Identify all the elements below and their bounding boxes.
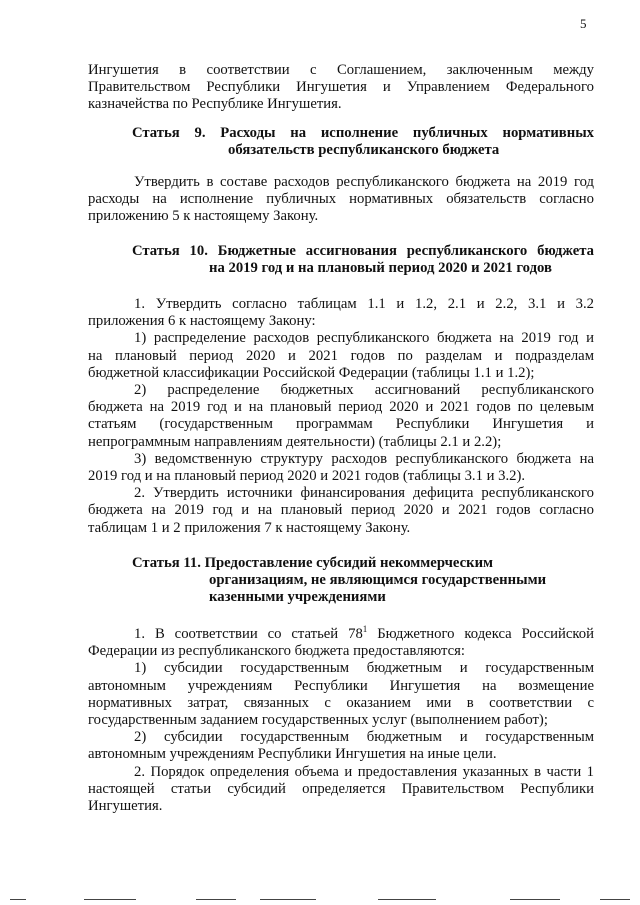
- text-line: приложения 6 к настоящему Закону:: [88, 313, 316, 330]
- text-line: 2019 год и на плановый период 2020 и 2021 годов (таблицы 3.1 и 3.2).: [88, 468, 526, 485]
- heading-line: Статья 10. Бюджетные ассигнования республиканского бюджета: [132, 243, 594, 259]
- scan-artifact: [510, 899, 560, 900]
- heading-line: организациям, не являющимся государственными: [209, 572, 547, 589]
- text-line: непрограммным направлениям деятельности) (таблицы 2.1 и 2.2);: [88, 433, 502, 450]
- text-line: Правительством Республики Ингушетия и Управлением Федерального: [88, 79, 594, 96]
- text-line: 2. Порядок определения объема и предоставления указанных в части 1: [134, 763, 594, 780]
- heading-line: обязательств республиканского бюджета: [228, 142, 500, 159]
- text-line: казначейства по Республике Ингушетия.: [88, 96, 342, 113]
- text-line: таблицам 1 и 2 приложения 7 к настоящему Закону.: [88, 519, 411, 536]
- text-line: расходы на исполнение публичных нормативных обязательств согласно: [88, 191, 594, 208]
- text-line: государственным заданием государственных услуг (выполнением работ);: [88, 712, 548, 729]
- page-number: 5: [580, 16, 587, 31]
- text-line: Федерации из республиканского бюджета предоставляются:: [88, 643, 465, 660]
- scan-artifact: [600, 899, 630, 900]
- text-line: настоящей статьи субсидий определяется Правительством Республики: [88, 780, 594, 797]
- text-line: статьям (государственным программам Республики Ингушетия и: [88, 416, 594, 433]
- text-line: бюджета на 2019 год и на плановый период 2020 и 2021 годов согласно: [88, 502, 594, 519]
- text-line: 3) ведомственную структуру расходов республиканского бюджета на: [134, 450, 594, 467]
- text-line: 2) субсидии государственным бюджетным и государственным: [134, 729, 594, 746]
- scan-artifact: [196, 899, 236, 900]
- article-9-heading: [88, 125, 594, 159]
- text-line: 1) субсидии государственным бюджетным и государственным: [134, 660, 594, 677]
- text-line: бюджетной классификации Российской Федерации (таблицы 1.1 и 1.2);: [88, 364, 535, 381]
- text-line: нормативных затрат, связанных с оказанием ими в соответствии с: [88, 694, 594, 711]
- text-line: Ингушетия в соответствии с Соглашением, заключенным между: [88, 62, 594, 78]
- heading-line: на 2019 год и на плановый период 2020 и 2021 годов: [209, 260, 552, 277]
- scan-artifact: [260, 899, 316, 900]
- text-line: 2. Утвердить источники финансирования дефицита республиканского: [134, 485, 594, 502]
- text-line: [88, 626, 594, 643]
- heading-line: Статья 9. Расходы на исполнение публичных нормативных: [132, 125, 594, 141]
- text-span: Бюджетного кодекса Российской: [367, 626, 595, 642]
- article-10-body: [88, 296, 594, 537]
- text-line: 1. Утвердить согласно таблицам 1.1 и 1.2, 2.1 и 2.2, 3.1 и 3.2: [134, 296, 594, 312]
- scan-artifact: [10, 899, 26, 900]
- text-line: на плановый период 2020 и 2021 годов по разделам и подразделам: [88, 347, 594, 364]
- text-line: автономным учреждениям Республики Ингушетия на возмещение: [88, 677, 594, 694]
- text-line: Утвердить в составе расходов республиканского бюджета на 2019 год: [134, 174, 594, 190]
- scan-artifact: [378, 899, 436, 900]
- heading-line: казенными учреждениями: [209, 589, 386, 606]
- intro-paragraph: [88, 62, 594, 114]
- article-11-heading: [88, 555, 594, 607]
- text-line: 1) распределение расходов республиканского бюджета на 2019 год и: [134, 330, 594, 347]
- text-line: автономным учреждениям Республики Ингушетия на иные цели.: [88, 746, 497, 763]
- text-line: Ингушетия.: [88, 798, 163, 815]
- scan-artifact: [84, 899, 136, 900]
- text-line: приложению 5 к настоящему Закону.: [88, 208, 319, 225]
- article-10-heading: [88, 243, 594, 277]
- superscript: 1: [362, 624, 368, 635]
- article-9-body: [88, 174, 594, 226]
- text-line: бюджета на 2019 год и на плановый период 2020 и 2021 годов по целевым: [88, 399, 594, 416]
- text-span: 1. В соответствии со статьей 78: [134, 626, 363, 642]
- article-11-body: [88, 626, 594, 815]
- heading-line: Статья 11. Предоставление субсидий некоммерческим: [132, 555, 494, 571]
- text-line: 2) распределение бюджетных ассигнований республиканского: [134, 382, 594, 399]
